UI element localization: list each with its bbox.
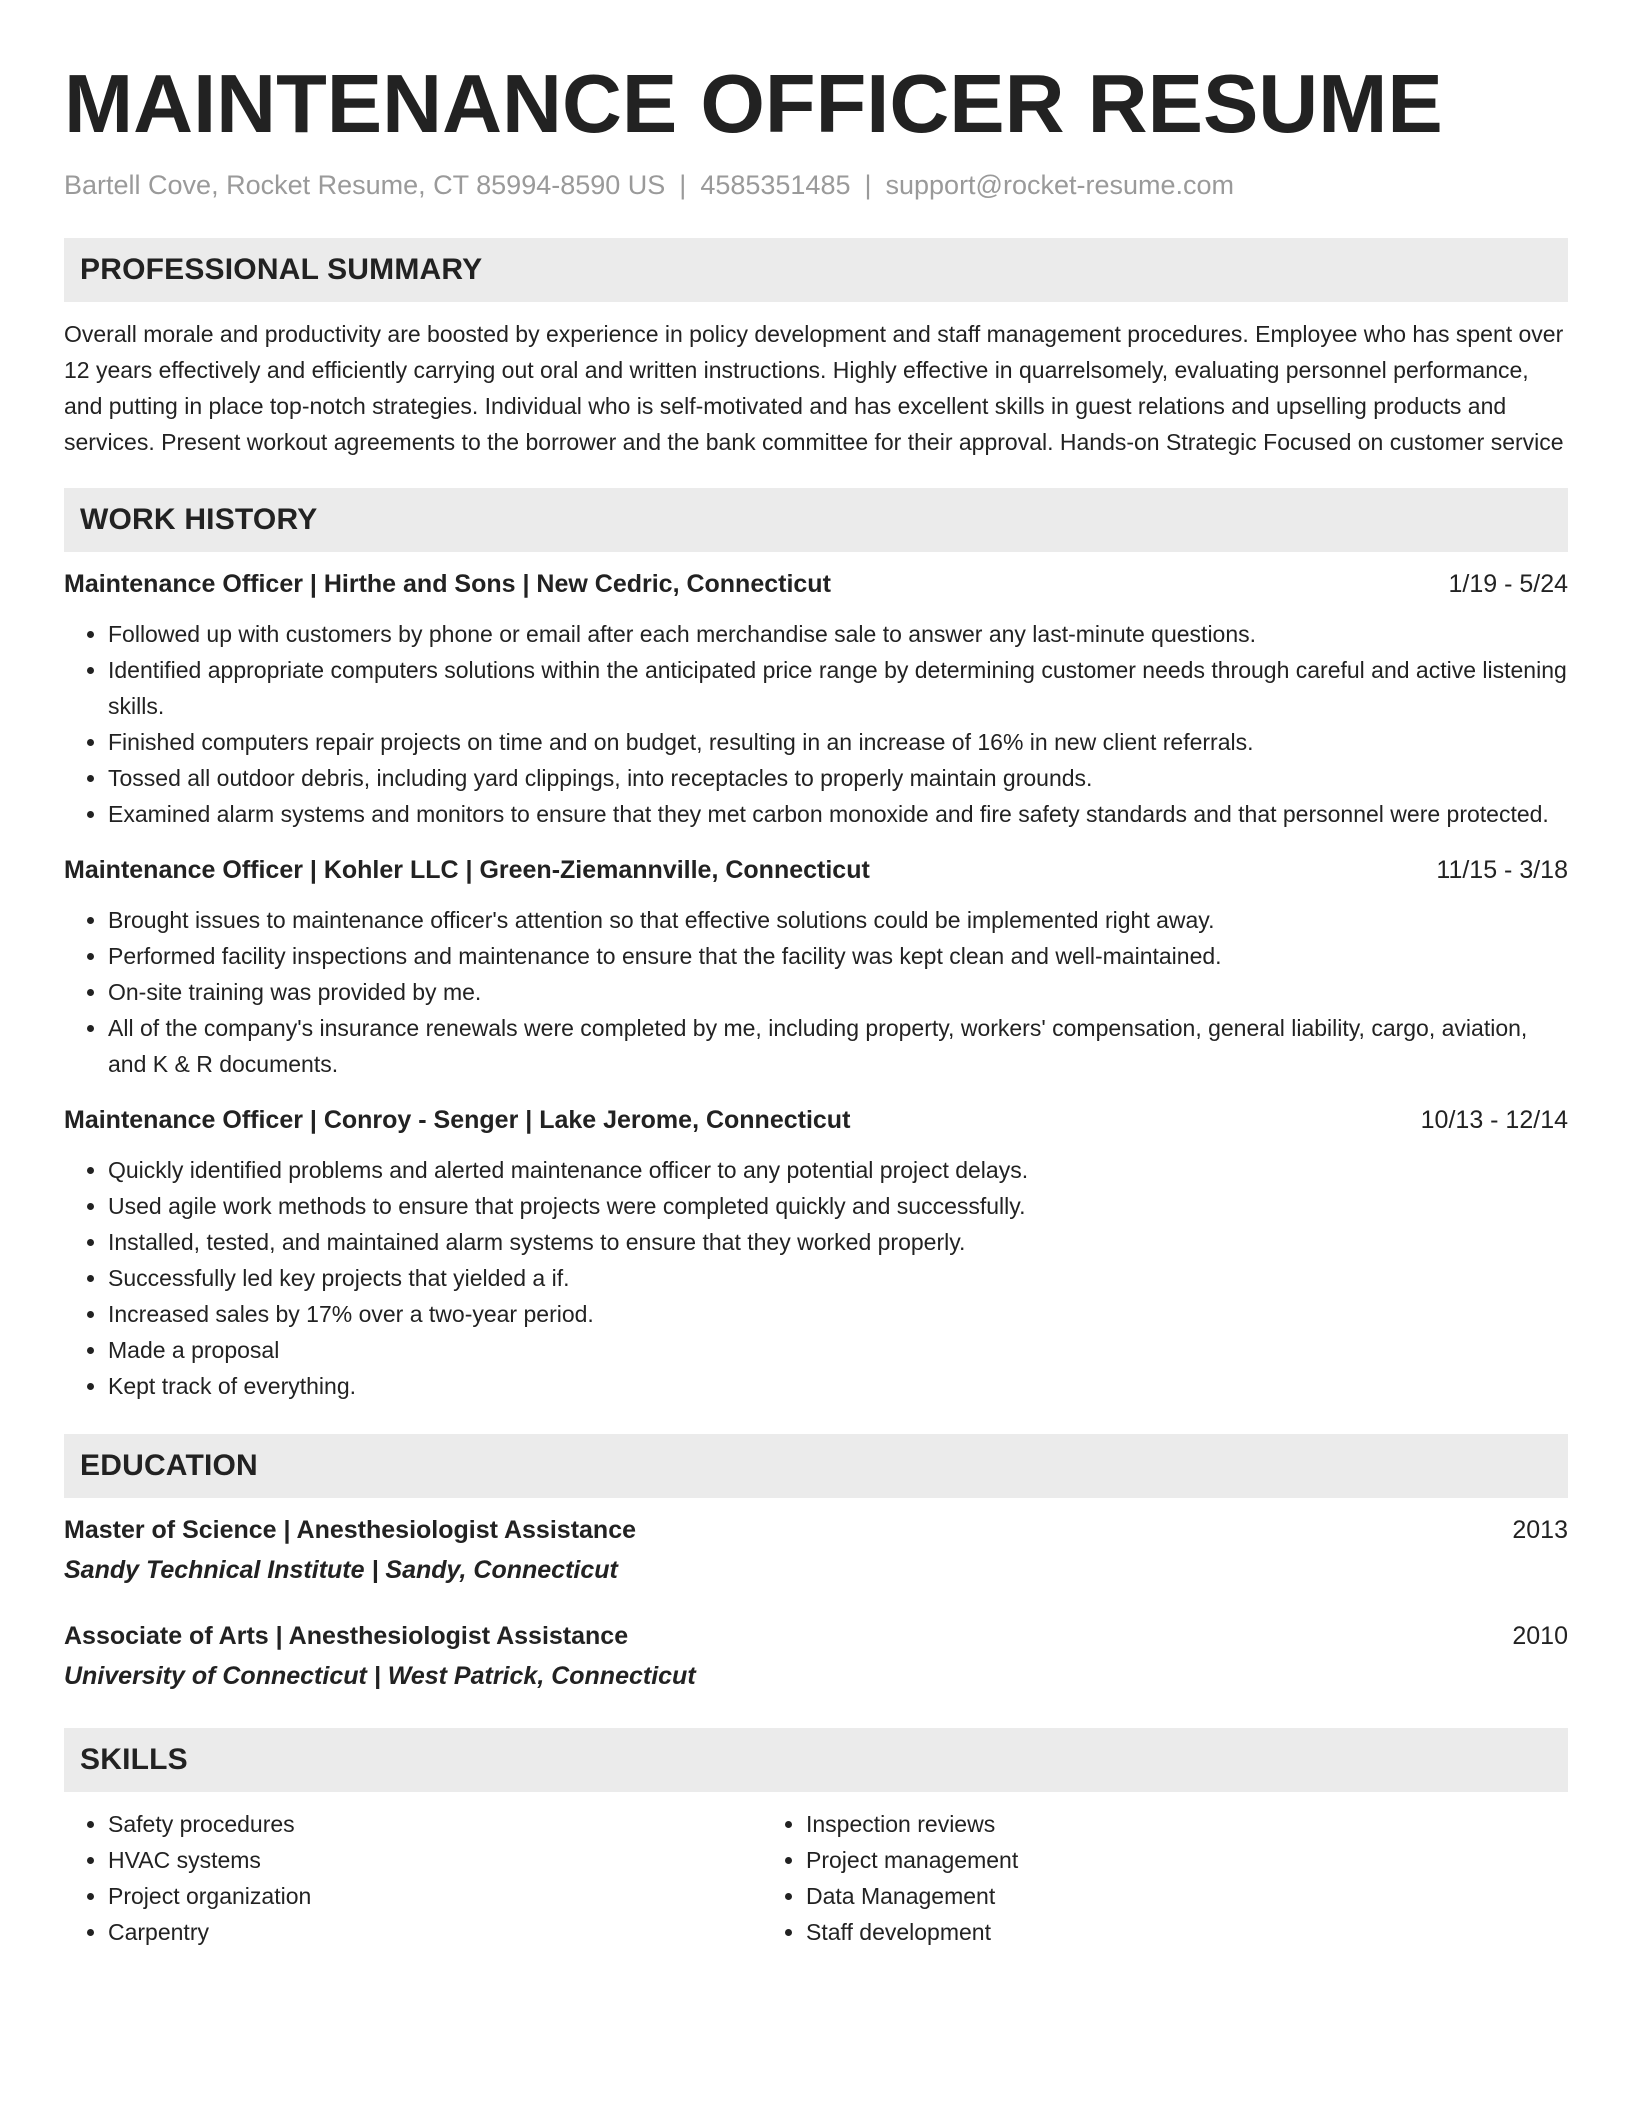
job-dates: 10/13 - 12/14: [1420, 1106, 1568, 1134]
job-bullets: [64, 902, 1568, 1082]
skill-item: • Carpentry: [108, 1914, 762, 1950]
job-bullet: • Followed up with customers by phone or email after each merchandise sale to answer any last-minute questions.: [108, 616, 1568, 652]
skill-item: • Staff development: [806, 1914, 1460, 1950]
education-school: University of Connecticut | West Patrick, Connecticut: [64, 1662, 696, 1690]
contact-email: support@rocket-resume.com: [885, 170, 1235, 200]
section-heading-summary: PROFESSIONAL SUMMARY: [64, 238, 1568, 302]
resume-title: MAINTENANCE OFFICER RESUME: [64, 57, 1443, 150]
skill-item: • Project organization: [108, 1878, 762, 1914]
resume-content: [64, 0, 1568, 1950]
education-year: 2013: [1512, 1516, 1568, 1544]
skills-column-right: [762, 1806, 1460, 1950]
education-year: 2010: [1512, 1622, 1568, 1650]
education-entry: [64, 1512, 1568, 1588]
job-bullet: • On-site training was provided by me.: [108, 974, 1568, 1010]
section-heading-education: EDUCATION: [64, 1434, 1568, 1498]
section-heading-skills: SKILLS: [64, 1728, 1568, 1792]
skill-item: • Inspection reviews: [806, 1806, 1460, 1842]
education-entry: [64, 1618, 1568, 1694]
job-bullet: • Finished computers repair projects on time and on budget, resulting in an increase of 16% in new client referrals.: [108, 724, 1568, 760]
job-entry: [64, 566, 1568, 832]
job-bullet: • Used agile work methods to ensure that projects were completed quickly and successfully.: [108, 1188, 1568, 1224]
job-bullet: • Identified appropriate computers solutions within the anticipated price range by determining customer needs through careful and active listening skills.: [108, 652, 1568, 724]
job-dates: 1/19 - 5/24: [1448, 570, 1568, 598]
job-title: Maintenance Officer | Kohler LLC | Green-Ziemannville, Connecticut: [64, 856, 870, 884]
education-degree: Associate of Arts | Anesthesiologist Assistance: [64, 1622, 629, 1650]
job-title: Maintenance Officer | Conroy - Senger | Lake Jerome, Connecticut: [64, 1106, 851, 1134]
section-heading-work-history: WORK HISTORY: [64, 488, 1568, 552]
education-header: [64, 1512, 1568, 1548]
job-bullet: • Quickly identified problems and alerted maintenance officer to any potential project delays.: [108, 1152, 1568, 1188]
job-bullet: • Tossed all outdoor debris, including yard clippings, into receptacles to properly maintain grounds.: [108, 760, 1568, 796]
job-header: [64, 1102, 1568, 1138]
job-title: Maintenance Officer | Hirthe and Sons | New Cedric, Connecticut: [64, 570, 831, 598]
skill-item: • Data Management: [806, 1878, 1460, 1914]
contact-phone: 4585351485: [700, 170, 851, 200]
job-bullets: [64, 616, 1568, 832]
job-bullet: • Kept track of everything.: [108, 1368, 1568, 1404]
job-bullet: • Made a proposal: [108, 1332, 1568, 1368]
job-bullet: • Installed, tested, and maintained alarm systems to ensure that they worked properly.: [108, 1224, 1568, 1260]
skills-list: [64, 1792, 1568, 1950]
job-dates: 11/15 - 3/18: [1436, 856, 1568, 884]
job-header: [64, 852, 1568, 888]
job-bullet: • All of the company's insurance renewals were completed by me, including property, workers' compensation, general liability, cargo, aviation, and K & R documents.: [108, 1010, 1568, 1082]
job-bullet: • Brought issues to maintenance officer's attention so that effective solutions could be implemented right away.: [108, 902, 1568, 938]
job-bullet: • Increased sales by 17% over a two-year period.: [108, 1296, 1568, 1332]
contact-line: [64, 168, 1568, 202]
job-bullet: • Performed facility inspections and maintenance to ensure that the facility was kept clean and well-maintained.: [108, 938, 1568, 974]
skill-item: • Project management: [806, 1842, 1460, 1878]
skill-item: • HVAC systems: [108, 1842, 762, 1878]
job-entry: [64, 1102, 1568, 1404]
skills-column-left: [64, 1806, 762, 1950]
job-entry: [64, 852, 1568, 1082]
contact-separator: |: [679, 170, 687, 200]
skill-item: • Safety procedures: [108, 1806, 762, 1842]
contact-address: Bartell Cove, Rocket Resume, CT 85994-8590 US: [64, 170, 666, 200]
job-bullets: [64, 1152, 1568, 1404]
education-school: Sandy Technical Institute | Sandy, Connecticut: [64, 1556, 618, 1584]
job-header: [64, 566, 1568, 602]
summary-text: Overall morale and productivity are boosted by experience in policy development and staff management procedures. Employee who has spent over 12 years effectively and efficiently carrying out oral and written instructions. Highly effective in quarrelsomely, evaluating personnel performance, and putting in place top-notch strategies. Individual who is self-motivated and has excellent skills in guest relations and upselling products and services. Present workout agreements to the borrower and the bank committee for their approval. Hands-on Strategic Focused on customer service: [64, 321, 1564, 455]
contact-separator: |: [864, 170, 872, 200]
education-degree: Master of Science | Anesthesiologist Assistance: [64, 1516, 636, 1544]
job-bullet: • Successfully led key projects that yielded a if.: [108, 1260, 1568, 1296]
education-header: [64, 1618, 1568, 1654]
job-bullet: • Examined alarm systems and monitors to ensure that they met carbon monoxide and fire safety standards and that personnel were protected.: [108, 796, 1568, 832]
